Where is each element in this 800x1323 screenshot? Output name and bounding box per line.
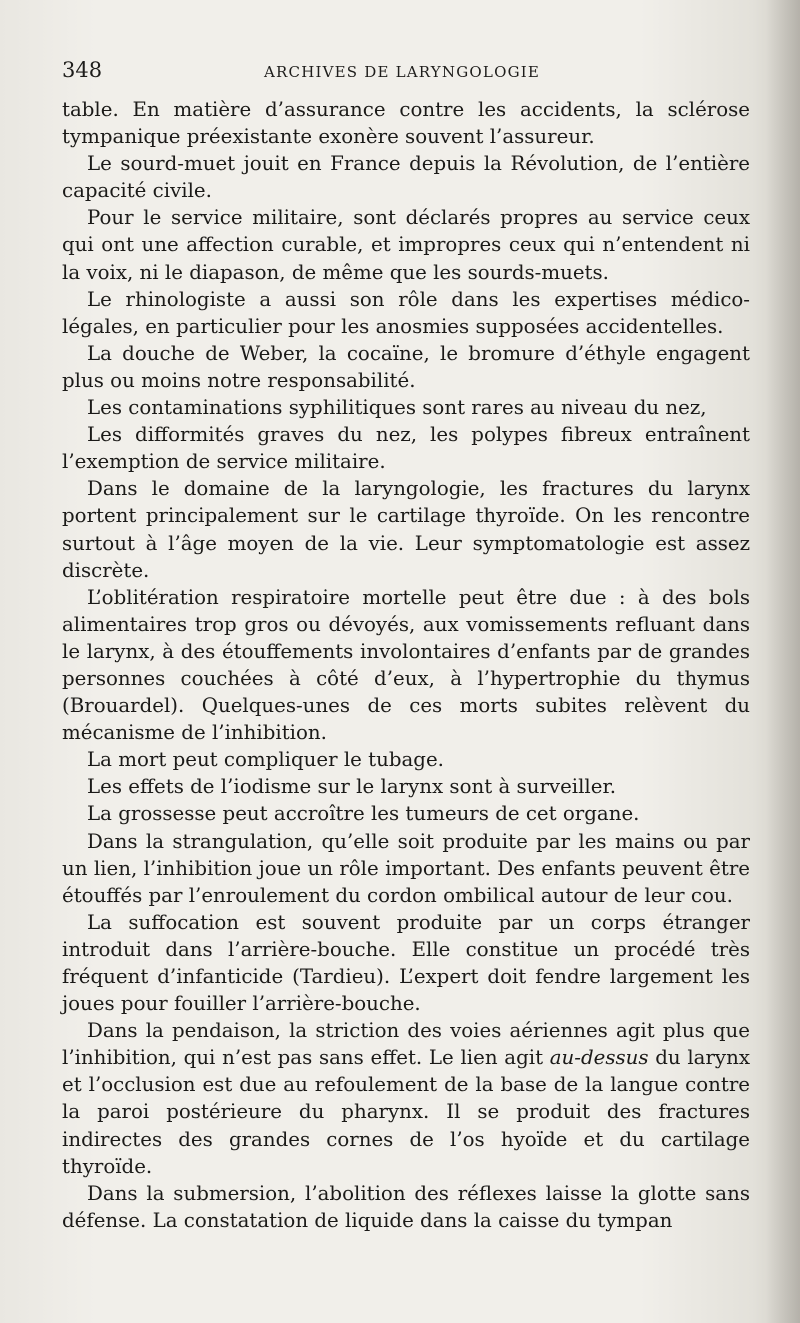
paragraph-pendaison — [62, 1017, 750, 1180]
page-gutter-shadow — [766, 0, 800, 1323]
body-text — [62, 96, 750, 1234]
paragraph-fractures-larynx: Dans le domaine de la laryngologie, les fractures du larynx portent principalement sur le cartilage thyroïde. On les rencontre surtout à l’âge moyen de la vie. Leur symptomatologie est assez discrète. — [62, 477, 750, 582]
paragraph-submersion: Dans la submersion, l’abolition des réflexes laisse la glotte sans défense. La constatation de liquide dans la caisse du tympan — [62, 1181, 750, 1232]
paragraph-grossesse: La grossesse peut accroître les tumeurs de cet organe. — [87, 802, 640, 826]
paragraph-iodisme: Les effets de l’iodisme sur le larynx sont à surveiller. — [87, 775, 617, 799]
page-header — [62, 58, 752, 90]
paragraph-rhinologiste: Le rhinologiste a aussi son rôle dans les expertises médico-légales, en particulier pour les anosmies supposées accidentelles. — [62, 287, 750, 338]
pendaison-text-start: Dans la pendaison, la striction des voies aériennes agit plus que l’inhibition, qui n’est pas sans effet. Le lien agit — [62, 1019, 750, 1070]
paragraph-suffocation: La suffocation est souvent produite par un corps étranger introduit dans l’arrière-bouche. Elle constitue un procédé très fréquent d’infanticide (Tardieu). L’expert doit fendre largement les joues pour fouiller l’arrière-bouche. — [62, 910, 750, 1016]
paragraph-service-militaire: Pour le service militaire, sont déclarés propres au service ceux qui ont une affection curable, et impropres ceux qui n’entendent ni la voix, ni le diapason, de même que les sourds-muets. — [62, 206, 750, 284]
paragraph-douche-weber: La douche de Weber, la cocaïne, le bromure d’éthyle engagent plus ou moins notre responsabilité. — [62, 341, 750, 392]
paragraph-obliteration: L’oblitération respiratoire mortelle peut être due : à des bols alimentaires trop gros ou dévoyés, aux vomissements refluant dans le larynx, à des étouffements involontaires d’enfants par de grandes personnes couchées à côté d’eux, à l’hypertrophie du thymus (Brouardel). Quelques-unes de ces morts subites relèvent du mécanisme de l’inhibition. — [62, 585, 750, 745]
paragraph-sourd-muet: Le sourd-muet jouit en France depuis la Révolution, de l’entière capacité civile. — [62, 152, 750, 203]
paragraph-difformites: Les difformités graves du nez, les polypes fibreux entraînent l’exemption de service militaire. — [62, 423, 750, 474]
page-number: 348 — [62, 58, 103, 82]
running-title: ARCHIVES DE LARYNGOLOGIE — [264, 63, 541, 81]
pendaison-text-end: du larynx et l’occlusion est due au refoulement de la base de la langue contre la paroi postérieure du pharynx. Il se produit des fractures indirectes des grandes cornes de l’os hyoïde et du cartilage thyroïde. — [62, 1046, 750, 1178]
paragraph-tubage: La mort peut compliquer le tubage. — [87, 748, 444, 772]
paragraph-strangulation: Dans la strangulation, qu’elle soit produite par les mains ou par un lien, l’inhibition joue un rôle important. Des enfants peuvent être étouffés par l’enroulement du cordon ombilical autour de leur cou. — [62, 829, 750, 907]
pendaison-italic-text: au-dessus — [549, 1046, 649, 1070]
paragraph-contaminations: Les contaminations syphilitiques sont rares au niveau du nez, — [87, 396, 707, 420]
paragraph-continuation: table. En matière d’assurance contre les accidents, la sclérose tympanique préexistante exonère souvent l’assureur. — [62, 98, 750, 149]
